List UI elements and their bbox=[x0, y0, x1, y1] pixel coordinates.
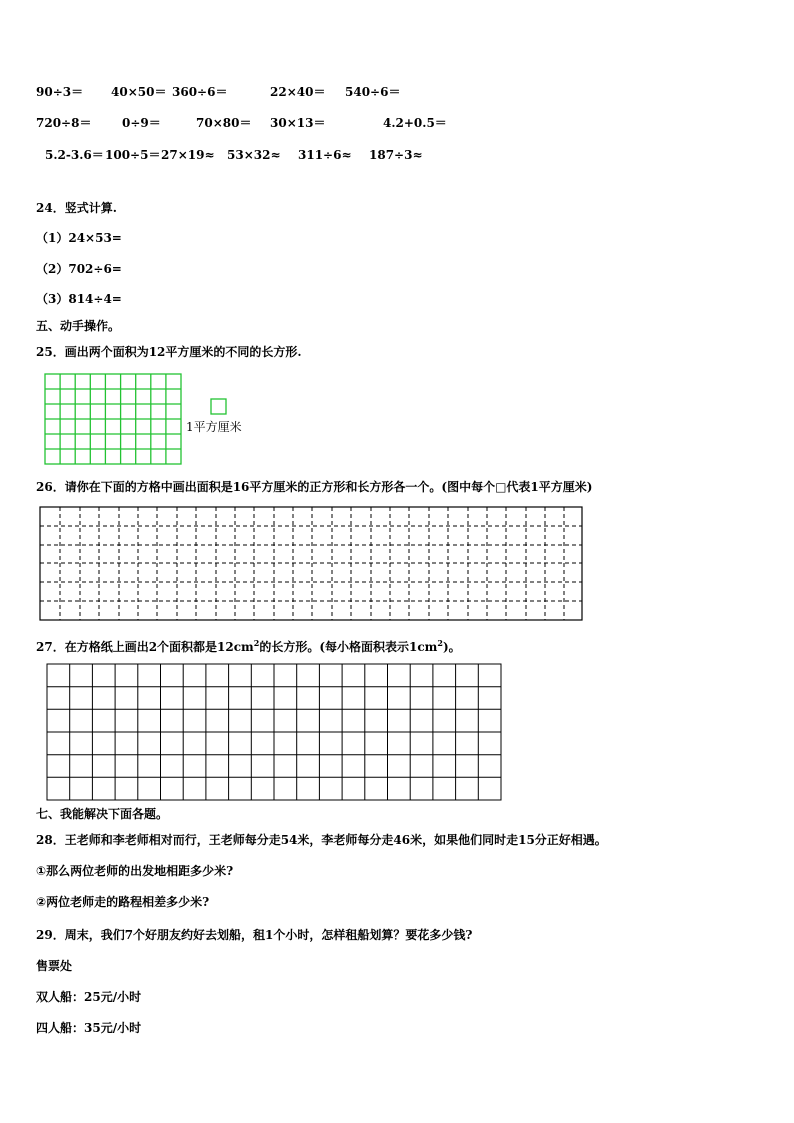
calc-2-5: 4.2+0.5＝ bbox=[383, 116, 447, 130]
q28-sub1-text: 那么两位老师的出发地相距多少米? bbox=[46, 864, 234, 878]
q28-sub2 bbox=[36, 895, 209, 909]
q27-sup-2: 2 bbox=[437, 638, 443, 648]
q27-sup-1: 2 bbox=[253, 638, 260, 648]
section7-title: 七、我能解决下面各题。 bbox=[36, 807, 169, 821]
q25-grid bbox=[44, 373, 184, 467]
calc-2-4: 30×13＝ bbox=[270, 116, 326, 130]
q27-title-pre: 27．在方格纸上画出2个面积都是12cm bbox=[36, 640, 254, 654]
section5-title: 五、动手操作。 bbox=[36, 319, 121, 333]
q24-item-2: （2）702÷6= bbox=[36, 262, 122, 276]
calc-3-2: 100÷5＝ bbox=[105, 148, 161, 162]
calc-3-6: 187÷3≈ bbox=[369, 148, 423, 162]
q29-boat-2: 双人船：25元/小时 bbox=[36, 990, 142, 1004]
calc-1-2: 40×50＝ bbox=[111, 85, 167, 99]
q24-item-1: （1）24×53= bbox=[36, 231, 122, 245]
q26-title: 26．请你在下面的方格中画出面积是16平方厘米的正方形和长方形各一个。(图中每个□代表1平方厘米) bbox=[36, 480, 593, 494]
q27-grid bbox=[46, 663, 504, 803]
calc-3-1: 5.2-3.6＝ bbox=[45, 148, 104, 162]
calc-1-1: 90÷3＝ bbox=[36, 85, 84, 99]
calc-1-3: 360÷6＝ bbox=[172, 85, 228, 99]
q25-title: 25．画出两个面积为12平方厘米的不同的长方形. bbox=[36, 345, 302, 359]
calc-2-2: 0÷9＝ bbox=[122, 116, 161, 130]
calc-3-5: 311÷6≈ bbox=[298, 148, 352, 162]
q27-title bbox=[36, 636, 461, 654]
calc-3-4: 53×32≈ bbox=[227, 148, 281, 162]
q26-dashed-grid bbox=[39, 506, 584, 622]
q27-title-mid: 的长方形。(每小格面积表示1cm bbox=[259, 640, 438, 654]
calc-1-5: 540÷6＝ bbox=[345, 85, 401, 99]
calc-2-1: 720÷8＝ bbox=[36, 116, 92, 130]
calc-1-4: 22×40＝ bbox=[270, 85, 326, 99]
calc-2-3: 70×80＝ bbox=[196, 116, 252, 130]
q25-unit-label: 1平方厘米 bbox=[186, 420, 242, 434]
q28-sub1 bbox=[36, 864, 233, 878]
q29-title: 29．周末，我们7个好朋友约好去划船，租1个小时，怎样租船划算？要花多少钱? bbox=[36, 928, 473, 942]
q28-sub1-mark: ① bbox=[36, 864, 47, 878]
q28-sub2-mark: ② bbox=[36, 895, 47, 909]
q28-sub2-text: 两位老师走的路程相差多少米? bbox=[46, 895, 210, 909]
calc-3-3: 27×19≈ bbox=[161, 148, 215, 162]
q24-title: 24．竖式计算. bbox=[36, 201, 117, 215]
q29-boat-4: 四人船：35元/小时 bbox=[36, 1021, 142, 1035]
q29-ticket-office: 售票处 bbox=[36, 959, 73, 973]
unit-square-icon bbox=[210, 398, 227, 415]
q28-title: 28．王老师和李老师相对而行，王老师每分走54米，李老师每分走46米，如果他们同时走15分正好相遇。 bbox=[36, 833, 607, 847]
q24-item-3: （3）814÷4= bbox=[36, 292, 122, 306]
q27-title-post: )。 bbox=[442, 640, 461, 654]
